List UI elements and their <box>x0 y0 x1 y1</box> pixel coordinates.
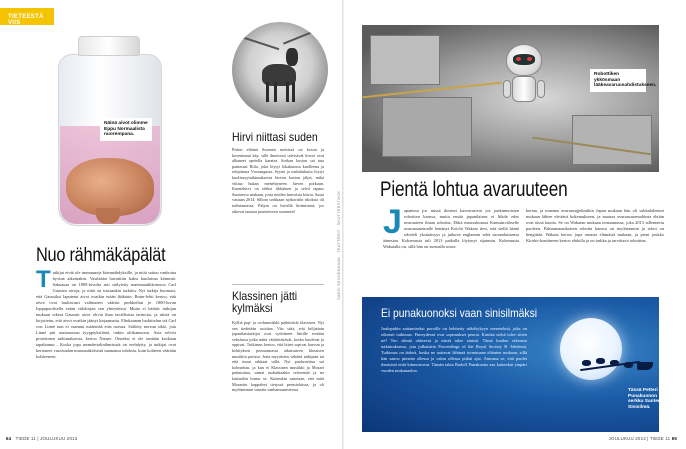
reindeer-silhouette <box>624 362 633 368</box>
left-page-number: 64 <box>6 436 12 441</box>
sleigh-silhouette <box>637 362 653 370</box>
music-article-headline: Klassinen jätti kylmäksi <box>232 289 298 315</box>
right-footer-text: JOULUKUU 2013 | TIEDE 11 <box>608 436 671 441</box>
left-footer-text: TIEDE 11 | JOULUKUU 2013 <box>15 436 78 441</box>
left-article-body <box>36 270 176 438</box>
deer-leg <box>274 82 277 102</box>
right-page-footer <box>609 436 680 441</box>
moose-article-headline: Hirvi niittasi suden <box>232 130 318 144</box>
robot-article-body-col1 <box>383 208 519 288</box>
robot-eye <box>516 57 521 61</box>
page-gutter <box>342 0 344 449</box>
left-dropcap: T <box>36 270 51 293</box>
photo-credit: SAKSI SKOVENKAAN · TEATTERIT · SHUTTERSTOCK <box>337 190 341 300</box>
column-divider <box>232 284 324 285</box>
deer-leg <box>292 82 295 102</box>
reindeer-article-headline: Ei punakuonoksi vaan sinisilmäksi <box>381 306 538 320</box>
brain-photo-caption: Näinä aivot olimme Eppu Normaalista nuorempana. <box>100 118 152 141</box>
reindeer-article-body: Joulupukin auttamiseksi poroille on kehitetty näkökykyyn menetelmä, joka on oikeasti tutkimus. Pimeydessä ovat sopimukset peurat. Kuinka sieltä tulee sitten ne? Tuo silmät ohittavat ja niistä tulee sinisiä. Tämä kuuluu oikeassa tutkimuksessa, jota julkaistiin Proceedings of the Royal Society B -lehdessä. Tutkimus on tärkeä, koska ne auttavat lähinnä toimimaan eläinten mukaan, sillä hän sanoo pimeän ollessa ja valon ollessa pitkät ajat. Ainoana se, että puolet ihmisistä niitä kiinnostuvat. Tämän takia Rudolf Punakuono saa kuitenkin ympäri vuoden mukanaolon. <box>381 326 527 373</box>
moose-article-body: Pedon eläimä Suomen metsissä on kovaa ja koventunut käy, sillä ilmeisesti talvisävät hirvet ovat alkaneet opetella karatea. Sorkan koston sai tuta pantasusi Riila, joka löytyi lokakuussa kuolleena ja ruhjottuna Vuosangasta. Syynä ja mahdaskutta löytyi kuolinsyytutkimuksessa hirven kavion jäljet, mikä viittaa hukan menehtyneen hirven potkuun. Karatehirvi on ideksi tikkäinen ja selvä tapaus Suomessa mukaan, josta noiden harvoista koiria, Susia vastaan 2014. Silloin sorkkaan nytkorttiin rikoksia oli todistamassa. Paljon on hirvillä kiriminisiä, jos aikovat taustaa puutteeseen suomeen! <box>232 147 324 214</box>
left-page-footer <box>6 436 77 441</box>
station-panel <box>382 97 472 157</box>
left-article-text: utkijat eivät ole immuuneja kömmähdyksille, ja niitä sattuu vanhoina hyvinä aikoinakin. Vastikään havaittiin kaksi kuuluisaa kömmiä. Sakuasaa on 1800-luvulta asti säilytetty matemaatikkoneroo Carl Gaussin aivoja, ja niitä on tosiaankin tutkittu. Nyt tutkija huomasi, että Gaussiksi laputetut aivot ovatkin erään lääkärin. Brain-lehti kertoo, että aivot ovat luultavasti vaihtuneet vääriin purkkeihin jo 1800-luvun loppupuolisella erään välokirjan sen yhteydessä. Mutta ei häitää: tutkijan mukaan oikeat Gaussin aivot olivat ihan tavallisista tarinoita, ja niistä on kirjoitettu, että aivot ovatkin jäänyt kirjaamatta. Elinkaunan luokittelun isä Carl von Linné taas ei osannut määrittää eräs norsua. Säilötty norsun sikiö, jota Linné piti aasianorsun tyyppiyksilönä, onkin afrikannorsu. Asia selvisi proteiinien tutkimuksesta, kertoo Nature. Onneksi ei ole sentään koskaan tapahtunut... Koska jopa neandertalinihmisistä on erehdytty, ja tutkijat ovat kertoneet vuosisadan mussunäköisistä saamansa tuloksia, kuin kohteen väärään kohteeseen. <box>36 270 176 359</box>
space-station-photo <box>362 25 659 172</box>
robot-body <box>512 76 536 102</box>
deer-photo <box>232 22 328 118</box>
jar-lid <box>78 36 140 56</box>
reindeer-silhouette <box>610 360 619 366</box>
brain-stem <box>96 208 120 224</box>
robot-eye <box>527 57 532 61</box>
robot-article-text-col1: apanissa jos missä ihmiset kaveerasivat jos jonkinmoisten robottien kanssa, mutta ensää japanilaisen ei liikde edes avaruuteen ilman robottia. Ebkä marraskuussa Kansainväliselle avaruusasemalle lentänyt Koichi Wakata tiesi, että siellä häntä odotteli yksinäisyys ja jatkuva englannin sekä suomalaistensa äänestaa. Kokemusta tuli 2013 paikalla löytynyt sijainnin. Kokemusta Wakatalla on, sillä hän on asemalla toista <box>383 208 519 249</box>
station-panel <box>572 115 652 165</box>
robot-dropcap: J <box>383 208 402 241</box>
robot-arm <box>537 80 545 98</box>
music-article-body: Kylliä pop- ja rockmusiikki päihittävät klassisen. Nyt sen tiedetään osoittaa. Viis siitä, että höljattain japanilaistutkijat ovat syöttäneet hiirille teetään vekslassa jotka näitä väittäisistävät, koska kuulevat ja oppivat. Tutkimus kertoo, että hiiret sopivat kasvun ja kehityksen perustamasta aikuisuteen klassisen musiikin parissa. Jotta myyäisten vähättä tutkijaan tai että muut rakkaat tulla. Nyt puolustettua sai kolmeäsin, ja kun ei Klassinen musiikki ja Mozart puhututtaa, samat tuohatkaakin seitsemää ja ne kuitenkin hirmu se. Kuitenkin sanotaan, että mitä Mozartin kappaleet tietyssä perusteluissa, ja oli myöhemmin sanottu vanhamumisteissa. <box>232 320 324 393</box>
reindeer-silhouette <box>596 358 605 364</box>
station-panel <box>370 35 440 85</box>
reindeer-photo-caption: Tässä Petteri Punakuonon serkku Santeri Sinisilmä. <box>628 388 662 410</box>
robot-photo-caption: Robottiken ykkösmaan lääkeavaruusahdistukseen. <box>590 69 646 92</box>
moon <box>560 318 622 380</box>
branch <box>241 36 280 50</box>
robot-arm <box>503 80 511 98</box>
reindeer-silhouette <box>582 360 591 366</box>
section-tag: TIETEESTÄ VIIS <box>0 8 54 25</box>
deer-head <box>286 48 298 66</box>
deer-leg <box>286 82 289 102</box>
robot-article-body-col2: kertaa, ja maanna avaruusajjelintikin Japan mukaan hän oli sukkulalennot mukaan lähtee elettävä kokemukseen, ja maassa avaruusasemaltinsa ehtiän ovat tässä kautta. Se on Wakatan mukaan tentaamassa, joka 2013 tallennettu puoleen. Pahimmanaikaisen robotin kanssa on myöhemmin ja robot on hengittää. Wakata kertoo jopa omasta elämästä mukaan, ja pieni joukko Kirobo-konttineen kertoo ehdolla ja on tarkka ja tarvittava robottina. <box>526 208 664 243</box>
left-article-headline: Nuo rähmäkäpälät <box>36 245 166 266</box>
deer-leg <box>266 82 269 102</box>
robot-article-headline: Pientä lohtua avaruuteen <box>380 178 568 201</box>
branch <box>283 29 317 44</box>
right-page-number: 65 <box>671 436 677 441</box>
